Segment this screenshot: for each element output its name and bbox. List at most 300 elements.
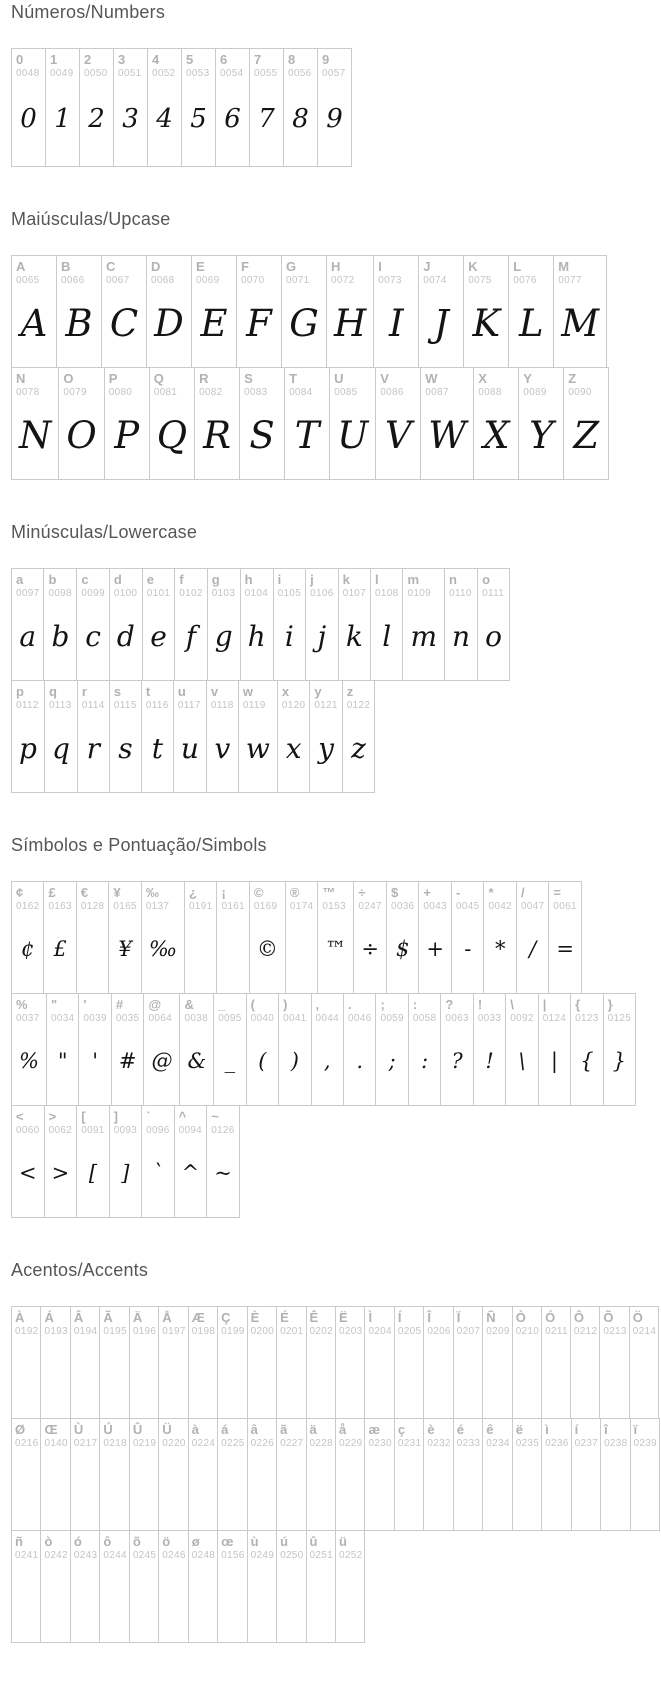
char-unicode: 0251 [309, 1550, 333, 1561]
char-unicode: 0238 [604, 1438, 628, 1449]
char-label: S [244, 371, 253, 386]
char-label: Î [427, 1310, 431, 1325]
char-cell [59, 368, 104, 480]
char-cell [12, 681, 45, 793]
char-label: Ñ [486, 1310, 496, 1325]
char-label: w [242, 684, 254, 699]
char-label: ê [486, 1422, 494, 1437]
char-label: Æ [191, 1310, 205, 1325]
char-cell [147, 256, 192, 368]
char-cell [109, 681, 141, 793]
char-glyph: ( [258, 1049, 267, 1073]
charmap-page [11, 2, 661, 1643]
char-cell [12, 256, 57, 368]
char-glyph [12, 1338, 40, 1418]
char-cell [571, 994, 603, 1106]
char-cell [218, 1531, 247, 1643]
char-label: ‰ [145, 885, 159, 900]
char-label: h [244, 572, 253, 587]
char-cell [335, 1307, 364, 1419]
char-glyph: E [200, 301, 228, 345]
char-unicode: 0239 [633, 1438, 657, 1449]
char-label: { [575, 997, 581, 1012]
char-cell [44, 882, 76, 994]
char-cell [12, 994, 47, 1106]
char-cell [76, 882, 108, 994]
char-row [11, 993, 636, 1106]
char-glyph: | [550, 1049, 558, 1073]
char-glyph: ¥ [118, 937, 132, 961]
char-cell [185, 882, 217, 994]
char-cell [180, 994, 214, 1106]
char-label: N [16, 371, 26, 386]
char-cell [394, 1307, 423, 1419]
char-unicode: 0084 [289, 387, 313, 398]
char-label: ò [44, 1534, 53, 1549]
char-glyph [277, 1450, 305, 1530]
char-cell [453, 1307, 482, 1419]
char-glyph [513, 1338, 541, 1418]
char-label: n [449, 572, 457, 587]
char-label: õ [132, 1534, 141, 1549]
char-label: 1 [50, 52, 58, 67]
char-cell [129, 1307, 158, 1419]
char-unicode: 0213 [603, 1326, 627, 1337]
char-glyph: P [114, 413, 140, 457]
char-cell [484, 882, 516, 994]
char-glyph: 0 [20, 104, 37, 134]
char-unicode: 0201 [280, 1326, 304, 1337]
char-cell [424, 1419, 453, 1531]
char-glyph: : [421, 1049, 429, 1073]
char-glyph [513, 1450, 541, 1530]
char-unicode: 0063 [445, 1013, 469, 1024]
char-unicode: 0064 [148, 1013, 172, 1024]
char-glyph: I [388, 301, 404, 345]
char-cell [102, 256, 147, 368]
char-label: H [331, 259, 341, 274]
char-unicode: 0241 [15, 1550, 39, 1561]
char-cell [207, 1106, 240, 1218]
char-glyph [248, 1562, 276, 1642]
char-unicode: 0174 [289, 901, 314, 912]
char-label: Y [523, 371, 532, 386]
char-unicode: 0217 [73, 1438, 98, 1449]
char-cell [306, 1531, 335, 1643]
char-unicode: 0191 [189, 901, 213, 912]
char-cell [483, 1419, 512, 1531]
section-title-lowercase: Minúsculas/Lowercase [11, 522, 198, 542]
char-unicode: 0072 [331, 275, 355, 286]
char-cell [240, 368, 285, 480]
char-cell [311, 994, 343, 1106]
char-glyph: _ [224, 1049, 236, 1073]
char-cell [335, 1419, 364, 1531]
char-label: É [280, 1310, 289, 1325]
charmap-table-symbols [11, 881, 661, 1218]
char-cell [424, 1307, 453, 1419]
char-cell [237, 256, 282, 368]
char-glyph: % [19, 1049, 39, 1073]
char-glyph [77, 913, 108, 993]
char-cell [214, 994, 246, 1106]
char-unicode: 0242 [44, 1550, 68, 1561]
char-glyph: A [20, 301, 48, 345]
char-cell [394, 1419, 423, 1531]
char-label: œ [221, 1534, 234, 1549]
char-glyph: ] [121, 1161, 130, 1185]
char-glyph [218, 1338, 246, 1418]
char-unicode: 0243 [73, 1550, 98, 1561]
char-glyph [189, 1562, 217, 1642]
char-unicode: 0037 [16, 1013, 40, 1024]
char-glyph [12, 1562, 40, 1642]
char-unicode: 0092 [510, 1013, 534, 1024]
char-label: t [145, 684, 151, 699]
char-unicode: 0062 [48, 1125, 73, 1136]
char-unicode: 0224 [191, 1438, 216, 1449]
char-label: b [48, 572, 57, 587]
char-cell [44, 681, 77, 793]
char-glyph: 1 [54, 104, 71, 134]
char-glyph: W [428, 413, 467, 457]
char-unicode: 0100 [113, 588, 138, 599]
char-label: Û [132, 1422, 143, 1437]
char-unicode: 0057 [322, 68, 346, 79]
char-cell [376, 368, 421, 480]
char-label: W [425, 371, 438, 386]
char-unicode: 0123 [575, 1013, 599, 1024]
char-unicode: 0117 [177, 700, 201, 711]
char-label: æ [368, 1422, 380, 1437]
char-unicode: 0034 [50, 1013, 75, 1024]
char-row [11, 1105, 240, 1218]
char-glyph: G [289, 301, 319, 345]
char-cell [506, 994, 538, 1106]
char-unicode: 0070 [241, 275, 265, 286]
char-unicode: 0043 [423, 901, 447, 912]
char-unicode: 0225 [221, 1438, 245, 1449]
char-glyph: 3 [122, 104, 139, 134]
char-label: € [80, 885, 89, 900]
char-cell [12, 1307, 41, 1419]
char-glyph: s [118, 731, 133, 765]
char-unicode: 0058 [412, 1013, 437, 1024]
char-unicode: 0140 [44, 1438, 68, 1449]
char-unicode: 0079 [63, 387, 87, 398]
char-label: î [604, 1422, 608, 1437]
char-unicode: 0073 [378, 275, 402, 286]
char-cell [188, 1419, 217, 1531]
char-unicode: 0099 [81, 588, 105, 599]
char-glyph [277, 1562, 305, 1642]
char-label: ¢ [16, 885, 24, 900]
char-unicode: 0071 [286, 275, 310, 286]
char-cell [77, 681, 109, 793]
char-unicode: 0109 [407, 588, 431, 599]
char-unicode: 0120 [281, 700, 306, 711]
char-unicode: 0111 [482, 588, 505, 599]
char-label: * [488, 885, 494, 900]
char-glyph [248, 1450, 276, 1530]
char-label: Ü [162, 1422, 172, 1437]
char-glyph: M [561, 301, 600, 345]
char-label: ú [280, 1534, 289, 1549]
char-unicode: 0093 [113, 1125, 138, 1136]
char-glyph [248, 1338, 276, 1418]
char-label: " [50, 997, 58, 1012]
char-cell [564, 368, 609, 480]
char-glyph [286, 913, 317, 993]
char-unicode: 0112 [16, 700, 39, 711]
char-glyph: g [214, 619, 233, 653]
char-glyph [130, 1338, 158, 1418]
char-label: ~ [211, 1109, 219, 1124]
section-title-upcase: Maiúsculas/Upcase [11, 209, 171, 229]
char-glyph: K [472, 301, 501, 345]
char-glyph: [ [88, 1161, 98, 1185]
char-cell [249, 882, 285, 994]
char-unicode: 0235 [515, 1438, 540, 1449]
char-cell [57, 256, 102, 368]
char-label: Â [73, 1310, 84, 1325]
char-label: F [241, 259, 249, 274]
char-label: è [427, 1422, 435, 1437]
char-unicode: 0234 [486, 1438, 510, 1449]
char-glyph [130, 1562, 158, 1642]
char-glyph [189, 1338, 217, 1418]
char-unicode: 0212 [573, 1326, 598, 1337]
char-glyph [542, 1450, 570, 1530]
section-upcase [11, 209, 661, 480]
char-cell [344, 994, 376, 1106]
char-glyph: p [19, 731, 37, 765]
char-label: é [456, 1422, 465, 1437]
char-cell [12, 368, 59, 480]
char-unicode: 0082 [199, 387, 223, 398]
char-glyph [630, 1338, 658, 1418]
char-label: [ [81, 1109, 86, 1124]
char-label: : [412, 997, 418, 1012]
char-label: ó [73, 1534, 82, 1549]
char-label: L [513, 259, 522, 274]
char-cell [77, 1106, 109, 1218]
charmap-table-lowercase [11, 568, 661, 793]
char-cell [419, 882, 452, 994]
char-cell [277, 1531, 306, 1643]
char-cell [207, 569, 240, 681]
char-glyph: 9 [326, 104, 343, 134]
char-label: ' [83, 997, 87, 1012]
char-label: ã [280, 1422, 288, 1437]
char-unicode: 0163 [48, 901, 72, 912]
char-unicode: 0053 [186, 68, 210, 79]
char-label: ¥ [113, 885, 121, 900]
char-label: $ [390, 885, 399, 900]
char-label: ù [250, 1534, 259, 1549]
char-unicode: 0237 [574, 1438, 599, 1449]
char-unicode: 0052 [152, 68, 176, 79]
char-row [11, 1530, 365, 1643]
char-cell [192, 256, 237, 368]
char-glyph [41, 1338, 69, 1418]
char-unicode: 0069 [196, 275, 220, 286]
char-unicode: 0042 [488, 901, 512, 912]
char-unicode: 0060 [16, 1125, 40, 1136]
char-unicode: 0107 [342, 588, 367, 599]
char-cell [174, 1106, 207, 1218]
char-cell [70, 1307, 99, 1419]
char-label: P [108, 371, 118, 386]
char-unicode: 0085 [334, 387, 358, 398]
char-glyph [307, 1562, 335, 1642]
char-unicode: 0203 [338, 1326, 363, 1337]
char-label: ø [191, 1534, 200, 1549]
char-label: M [558, 259, 570, 274]
char-glyph: ? [451, 1049, 463, 1073]
char-unicode: 0101 [146, 588, 171, 599]
char-unicode: 0113 [48, 700, 72, 711]
char-cell [175, 569, 207, 681]
section-numbers [11, 2, 661, 167]
char-label: Ö [632, 1310, 643, 1325]
char-cell [148, 49, 182, 167]
char-unicode: 0196 [132, 1326, 157, 1337]
char-unicode: 0200 [250, 1326, 275, 1337]
char-unicode: 0049 [50, 68, 74, 79]
char-cell [603, 994, 635, 1106]
char-unicode: 0204 [368, 1326, 392, 1337]
char-label: ] [113, 1109, 119, 1124]
char-unicode: 0214 [632, 1326, 657, 1337]
char-cell [421, 368, 474, 480]
char-cell [12, 1419, 41, 1531]
char-cell [441, 994, 473, 1106]
char-glyph [483, 1450, 511, 1530]
char-unicode: 0074 [423, 275, 447, 286]
char-glyph [71, 1338, 99, 1418]
char-label: ö [162, 1534, 171, 1549]
char-label: O [63, 371, 74, 386]
char-glyph: } [612, 1049, 627, 1073]
char-cell [46, 49, 80, 167]
char-label: Ã [103, 1310, 113, 1325]
char-cell [365, 1419, 394, 1531]
char-glyph: u [180, 731, 199, 765]
char-unicode: 0038 [184, 1013, 208, 1024]
char-label: ô [103, 1534, 112, 1549]
char-glyph: F [246, 301, 272, 345]
char-label: = [553, 885, 561, 900]
char-label: ! [477, 997, 483, 1012]
char-unicode: 0236 [545, 1438, 569, 1449]
char-row [11, 568, 510, 681]
char-unicode: 0206 [427, 1326, 451, 1337]
section-title-numbers: Números/Numbers [11, 2, 166, 22]
char-cell [279, 994, 311, 1106]
char-cell [144, 994, 180, 1106]
char-glyph [572, 1450, 600, 1530]
char-unicode: 0230 [368, 1438, 392, 1449]
char-cell [240, 569, 273, 681]
char-unicode: 0165 [113, 901, 137, 912]
char-label: # [115, 997, 124, 1012]
char-cell [206, 681, 238, 793]
char-glyph: h [247, 619, 266, 653]
char-label: _ [218, 997, 226, 1012]
char-label: s [113, 684, 122, 699]
char-unicode: 0162 [16, 901, 40, 912]
char-cell [114, 49, 148, 167]
char-label: g [211, 572, 220, 587]
char-label: + [423, 885, 432, 900]
char-unicode: 0067 [106, 275, 130, 286]
char-label: V [380, 371, 389, 386]
char-glyph: i [284, 619, 294, 653]
char-glyph [100, 1338, 128, 1418]
char-cell [129, 1419, 158, 1531]
char-unicode: 0209 [486, 1326, 510, 1337]
char-unicode: 0153 [322, 901, 346, 912]
char-cell [282, 256, 327, 368]
char-label: < [16, 1109, 24, 1124]
char-cell [571, 1419, 600, 1531]
char-unicode: 0115 [113, 700, 137, 711]
char-unicode: 0195 [103, 1326, 127, 1337]
char-label: ü [338, 1534, 347, 1549]
char-unicode: 0125 [607, 1013, 632, 1024]
char-glyph: O [66, 413, 97, 457]
char-cell [452, 882, 484, 994]
char-cell [247, 1531, 276, 1643]
char-row [11, 881, 582, 994]
char-glyph: 5 [190, 104, 207, 134]
char-glyph: n [452, 619, 471, 653]
char-cell [195, 368, 240, 480]
char-unicode: 0210 [515, 1326, 540, 1337]
char-unicode: 0051 [118, 68, 142, 79]
char-glyph: ^ [181, 1161, 200, 1185]
char-glyph [571, 1338, 599, 1418]
char-glyph: U [337, 413, 369, 457]
char-unicode: 0086 [380, 387, 404, 398]
char-unicode: 0094 [178, 1125, 203, 1136]
char-label: \ [510, 997, 514, 1012]
char-label: Ò [515, 1310, 526, 1325]
char-cell [285, 368, 330, 480]
char-label: û [309, 1534, 318, 1549]
char-label: R [199, 371, 209, 386]
char-label: 6 [220, 52, 228, 67]
char-unicode: 0059 [380, 1013, 404, 1024]
char-glyph: 4 [156, 104, 173, 134]
char-glyph: H [334, 301, 367, 345]
char-glyph [100, 1562, 128, 1642]
char-cell [538, 994, 570, 1106]
char-unicode: 0228 [309, 1438, 333, 1449]
char-label: d [113, 572, 122, 587]
char-glyph: e [150, 619, 167, 653]
char-unicode: 0089 [523, 387, 547, 398]
char-cell [70, 1419, 99, 1531]
char-cell [142, 569, 174, 681]
char-label: & [184, 997, 194, 1012]
char-unicode: 0219 [132, 1438, 157, 1449]
char-glyph: J [433, 301, 449, 345]
char-cell [173, 681, 206, 793]
char-unicode: 0156 [221, 1550, 245, 1561]
char-label: Õ [603, 1310, 614, 1325]
